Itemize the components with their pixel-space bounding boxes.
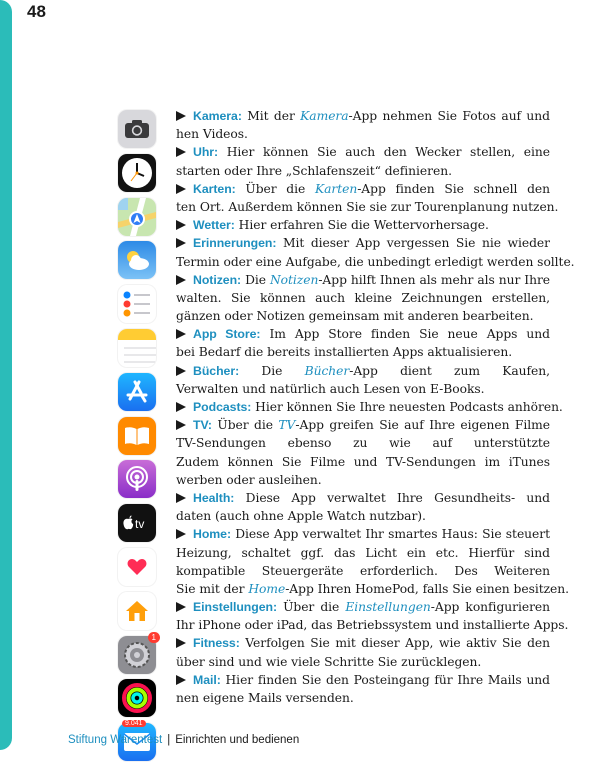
app-name: Bücher bbox=[304, 363, 350, 378]
entry-text: Zudem können Sie Filme und TV-Sendungen im iTunes bbox=[176, 454, 550, 469]
entry-text: Diese App verwaltet Ihre Gesundheits- und bbox=[245, 490, 550, 505]
entry-text: Termin oder eine Aufgabe, die unbedingt erledigt werden sollte. bbox=[176, 254, 575, 269]
bullet-triangle-icon bbox=[176, 366, 186, 376]
entry-text: Hier finden Sie den Posteingang für Ihre Mails und bbox=[225, 672, 550, 687]
entry-appstore bbox=[176, 325, 550, 361]
entry-term: Kamera: bbox=[193, 109, 242, 123]
entry-erinnerungen bbox=[176, 234, 575, 270]
notification-badge: 1 bbox=[148, 632, 160, 643]
app-name: Notizen bbox=[269, 272, 319, 287]
entry-term: App Store: bbox=[193, 327, 261, 342]
app-name: TV bbox=[278, 418, 296, 433]
entry-home bbox=[176, 525, 570, 598]
footer-separator: | bbox=[167, 734, 171, 746]
entry-text: -App greifen Sie auf Ihre eigenen Filme bbox=[295, 418, 550, 433]
entry-kamera bbox=[176, 107, 550, 143]
entry-text: Über die bbox=[277, 600, 346, 615]
bullet-triangle-icon bbox=[176, 638, 186, 648]
entry-text: Verwalten und natürlich auch Lesen von E-Books. bbox=[176, 381, 485, 396]
app-store-icon bbox=[118, 373, 156, 411]
bullet-triangle-icon bbox=[176, 402, 186, 412]
entry-text: Im App Store finden Sie neue Apps und bbox=[269, 327, 550, 342]
entry-text: TV-Sendungen ebenso zu wie auf unterstützte bbox=[176, 436, 550, 451]
bullet-triangle-icon bbox=[176, 675, 186, 685]
entry-notizen bbox=[176, 271, 550, 326]
books-icon bbox=[118, 417, 156, 455]
entry-text: über sind und wie viele Schritte Sie zurücklegen. bbox=[176, 654, 482, 669]
bullet-triangle-icon bbox=[176, 329, 186, 339]
entry-wetter bbox=[176, 216, 550, 234]
app-name: Home bbox=[248, 581, 286, 596]
entry-text: gänzen oder Notizen gemeinsam mit anderen bearbeiten. bbox=[176, 309, 534, 324]
entry-text: starten oder Ihre „Schlafenszeit“ definieren. bbox=[176, 163, 452, 178]
entry-text: Diese App verwaltet Ihr smartes Haus: Sie steuert bbox=[235, 527, 550, 542]
entry-text: Die bbox=[239, 363, 305, 378]
entry-text: Hier können Sie auch den Wecker stellen, eine bbox=[226, 145, 550, 160]
entry-term: Mail: bbox=[193, 672, 221, 687]
footer-section: Einrichten und bedienen bbox=[175, 734, 300, 746]
entry-text: Hier erfahren Sie die Wettervorhersage. bbox=[234, 218, 489, 233]
entry-mail bbox=[176, 671, 550, 707]
entry-term: Fitness: bbox=[193, 636, 240, 651]
entry-term: TV: bbox=[193, 418, 212, 433]
entry-text: -App nehmen Sie Fotos auf und bbox=[348, 109, 550, 123]
bullet-triangle-icon bbox=[176, 493, 186, 503]
entry-text: Über die bbox=[235, 181, 315, 196]
entry-term: Karten: bbox=[193, 181, 236, 196]
bullet-triangle-icon bbox=[176, 238, 186, 248]
bullet-triangle-icon bbox=[176, 275, 186, 285]
entry-text: hen Videos. bbox=[176, 127, 248, 142]
entry-term: Bücher: bbox=[193, 363, 240, 378]
entry-text: Mit dieser App vergessen Sie nie wieder bbox=[282, 236, 550, 251]
bullet-triangle-icon bbox=[176, 529, 186, 539]
entry-podcasts bbox=[176, 398, 563, 416]
bullet-triangle-icon bbox=[176, 220, 186, 230]
weather-icon bbox=[118, 241, 156, 279]
page-footer bbox=[68, 734, 299, 746]
entry-text: werben oder ausleihen. bbox=[176, 472, 322, 487]
entry-tv bbox=[176, 416, 550, 489]
entry-buecher bbox=[176, 362, 550, 398]
entry-text: bei Bedarf die bereits installierten Apps aktualisieren. bbox=[176, 345, 513, 360]
entry-text: Ihr iPhone oder iPad, das Betriebssystem und installierte Apps. bbox=[176, 618, 569, 633]
settings-icon bbox=[118, 632, 156, 674]
entry-text: walten. Sie können auch kleine Zeichnungen erstellen, bbox=[176, 290, 550, 305]
entry-text: Heizung, schaltet ggf. das Licht ein etc. Hierfür sind bbox=[176, 545, 550, 560]
entry-text: -App hilft Ihnen als mehr als nur Ihre bbox=[318, 272, 550, 287]
notification-badge-mail: 9.041 bbox=[122, 720, 146, 727]
bullet-triangle-icon bbox=[176, 420, 186, 430]
app-description-list bbox=[176, 107, 575, 707]
entry-text: -App konfigurieren bbox=[430, 600, 550, 615]
home-icon bbox=[118, 592, 156, 630]
health-icon bbox=[118, 548, 156, 586]
entry-term: Health: bbox=[193, 490, 235, 505]
entry-term: Home: bbox=[193, 527, 232, 542]
bullet-triangle-icon bbox=[176, 602, 186, 612]
fitness-icon bbox=[118, 679, 156, 717]
entry-text: Hier können Sie Ihre neuesten Podcasts anhören. bbox=[251, 400, 563, 414]
camera-icon bbox=[118, 110, 156, 148]
side-accent-bar bbox=[0, 0, 12, 750]
entry-text: -App finden Sie schnell den bbox=[357, 181, 550, 196]
entry-text: -App Ihren HomePod, falls Sie einen besitzen. bbox=[285, 581, 570, 596]
entry-text: kompatible Steuergeräte erforderlich. Des Weiteren bbox=[176, 563, 550, 578]
entry-text: daten (auch ohne Apple Watch nutzbar). bbox=[176, 509, 426, 524]
maps-icon bbox=[118, 198, 156, 236]
entry-text: Über die bbox=[211, 418, 279, 433]
bullet-triangle-icon bbox=[176, 111, 186, 121]
entry-fitness bbox=[176, 634, 550, 670]
apple-tv-label: tv bbox=[135, 517, 145, 532]
entry-term: Einstellungen: bbox=[193, 600, 278, 615]
entry-text: Sie mit der bbox=[176, 581, 249, 596]
entry-health bbox=[176, 489, 550, 525]
entry-text: Die bbox=[241, 272, 270, 287]
entry-text: nen eigene Mails versenden. bbox=[176, 691, 354, 705]
footer-brand: Stiftung Warentest bbox=[68, 734, 163, 746]
entry-uhr bbox=[176, 143, 550, 179]
bullet-triangle-icon bbox=[176, 184, 186, 194]
entry-term: Wetter: bbox=[193, 218, 235, 233]
entry-term: Uhr: bbox=[193, 145, 219, 160]
app-name: Karten bbox=[314, 181, 358, 196]
entry-text: Verfolgen Sie mit dieser App, wie aktiv Sie den bbox=[245, 636, 550, 651]
app-name: Einstellungen bbox=[345, 600, 431, 615]
podcasts-icon bbox=[118, 460, 156, 498]
apple-tv-icon bbox=[118, 504, 156, 542]
page-number: 48 bbox=[27, 2, 46, 21]
bullet-triangle-icon bbox=[176, 147, 186, 157]
entry-einstellungen bbox=[176, 598, 569, 634]
clock-icon bbox=[118, 154, 156, 192]
app-icon-column bbox=[116, 110, 158, 767]
entry-text: ten Ort. Außerdem können Sie sie zur Tourenplanung nutzen. bbox=[176, 199, 559, 214]
reminders-icon bbox=[118, 285, 156, 323]
entry-text: -App dient zum Kaufen, bbox=[349, 363, 550, 378]
entry-karten bbox=[176, 180, 559, 216]
notes-icon bbox=[118, 329, 156, 367]
entry-term: Podcasts: bbox=[193, 400, 252, 414]
entry-term: Erinnerungen: bbox=[193, 236, 277, 251]
entry-text: Mit der bbox=[241, 109, 301, 123]
app-name: Kamera bbox=[300, 109, 349, 123]
entry-term: Notizen: bbox=[193, 272, 242, 287]
